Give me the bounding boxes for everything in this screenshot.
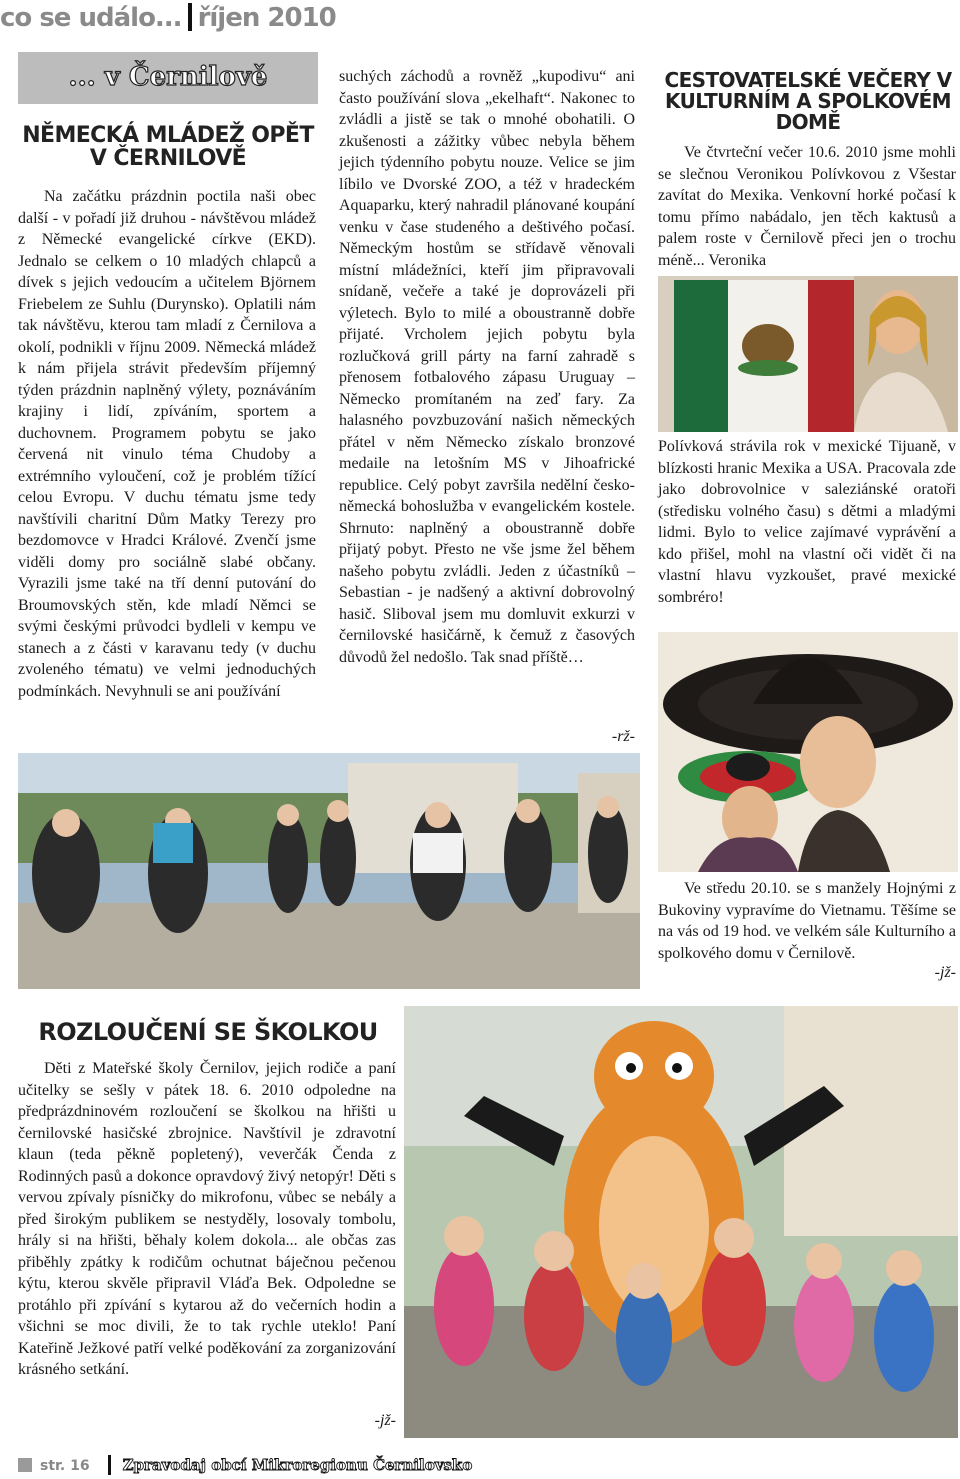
article1-column1-text: Na začátku prázdnin poctila naši obec další - v pořadí již druhou - návštěvou mládež z Německé evangelické církve (EKD). Jednalo se celkem o 10 mladých chlapců a dívek s jejich vedoucím a učitelem Björnem Friebelem ze Suhlu (Durynsko). Oplatili nám tak návštěvu, kterou tam mladí z Černilova a okolí, podnikli v říjnu 2009. Německá mládež k nám přijela strávit především příjemný týden prázdnin naplněný výlety, poznáváním krajiny i lidí, zpíváním, sportem a duchovnem. Programem pobytu se jako červená nit vinulo téma Chudoby a extrémního vyloučení, což je problém tížící celou Evropu. V duchu tématu jsme tedy navštívili charitní Dům Matky Terezy pro bezdomovce v Hradci Králové. Zvenčí jsme viděli domy pro sociálně slabé občany. Vyrazili jsme také na tří denní putování do Broumovských stěn, kde mladí Němci se svými českými průvodci bydleli v kempu ve stanech a z části v karavanu tedy (v duchu zvoleného tématu) ve velmi jednoduchých podmínkách. Nevyhnuli se ani používání [18, 188, 316, 700]
article1-column1 [18, 186, 316, 702]
article1-title [18, 124, 318, 170]
footer-square [18, 1458, 32, 1472]
section-banner-text: ... v Černilově [68, 62, 268, 92]
page-header [0, 0, 420, 36]
article3-signature: -jž- [374, 1412, 396, 1429]
article1-title-line2: V ČERNILOVĚ [89, 146, 247, 172]
article1-signature: -rž- [611, 728, 635, 745]
article2-body [658, 436, 956, 608]
article2-title-line2: KULTURNÍM A SPOLKOVÉM DOMĚ [665, 89, 951, 134]
issue-month: říjen 2010 [197, 3, 336, 33]
page-footer [18, 1452, 518, 1478]
article1-title-line1: NĚMECKÁ MLÁDEŽ OPĚT [22, 123, 314, 148]
article2-title-line1: CESTOVATELSKÉ VEČERY V [664, 68, 952, 92]
article2-para3: Ve středu 20.10. se s manžely Hojnými z Bukoviny vypravíme do Vietnamu. Těšíme se na vás od 19 hod. ve velkém sále Kulturního a spolkového domu v Černilově. [658, 880, 956, 962]
article3-text: Děti z Mateřské školy Černilov, jejich rodiče a paní učitelky se sešly v pátek 18. 6. 2010 odpoledne na předprázdninovém rozloučení se školkou na hřišti u černilovské hasičské zbrojnice. Navštívil je zdravotní klaun (teda pěkně popletený), veverčák Čenda z Rodinných pasů a dokonce opravdový živý netopýr! Děti s vervou zpívaly písničky do mikrofonu, vůbec se nebály a před širokým publikem se nestyděly, losovaly tombolu, hrály si na hřišti, běhaly kolem dokola... ale občas zas přiběhly zpátky k rodičům ochutnat báječnou pečenou kýtu, kterou skvěle připravil Vláďa Bek. Odpoledne se protáhlo při zpívání s kytarou až do večerních hodin a všichni se moc divili, že to tak rychle uteklo! Paní Kateřině Ježkové patří velké poděkování za zorganizování krásného setkání. [18, 1060, 396, 1378]
article2-para1: Ve čtvrteční večer 10.6. 2010 jsme mohli se slečnou Veronikou Polívkovou z Všestar zavítat do Mexika. Venkovní horké počasí k tomu přímo nabádalo, jen těch kaktusů a palem roste v Černilově přeci jen o trochu méně... Veronika [658, 144, 956, 269]
article2-title [658, 70, 958, 133]
article1-column2-text: suchých záchodů a rovněž „kupodivu“ ani často používání slova „ekelhaft“. Nakonec to zvládli a jistě se tak o mnohé obohatili. O zkušenosti a zážitky vůbec nebyla během jejich týdenního pobytu nouze. Velice se jim líbilo ve Dvorské ZOO, a též v hradeckém Aquaparku, který nahradil plánované koupání venku v čase studeného a deštivého počasí. Německým hostům se střídavě věnovali místní mládežníci, kteří jim připravovali snídaně, večeře a také je doprovázeli při výletech. Bylo to milé a oboustranně dobře přijaté. Vrcholem jejich pobytu byla rozlučková grill párty na farní zahradě s přenosem fotbalového zápasu Uruguay – Německo promítaném na zeď fary. Za halasného povzbuzování našich německých přátel v něm Německo získalo bronzové medaile na letošním MS v Jihoafrické republice. Celý pobyt završila nedělní česko-německá bohoslužba v evangelickém kostele. Shrnuto: naplněný a oboustranně dobře přijatý pobyt. Přesto ne vše jsme žel během našeho pobytu zvládli. Jeden z účastníků – Sebastian - je nadšený a aktivní dobrovolný hasič. Sliboval jsem mu domluvit exkurzi v černilovské hasičárně, k čemuž z časových důvodů žel nedošlo. Tak snad příště… [339, 68, 635, 666]
publication-name: Zpravodaj obcí Mikroregionu Černilovsko [122, 1456, 473, 1474]
photo-german-youth [18, 753, 640, 989]
header-separator [188, 3, 192, 31]
article2-para2: Polívková strávila rok v mexické Tijuaně, v blízkosti hranic Mexika a USA. Pracovala zde jako dobrovolnice v saleziánské oratoři (středisku volného času) s dětmi a mladými lidmi. Bylo to velice zajímavé vyprávění a kdo přišel, mohl na vlastní oči vidět či na vlastní hlavu vyzkoušet, pravé mexické sombréro! [658, 438, 956, 606]
photo-kindergarten-mascot [404, 1006, 958, 1438]
article3-title: ROZLOUČENÍ SE ŠKOLKOU [38, 1018, 378, 1046]
photo-sombrero [658, 632, 958, 872]
article1-column2 [339, 66, 635, 668]
article2-signature: -jž- [934, 964, 956, 981]
photo-mexico-flag [658, 276, 958, 432]
page-number: str. 16 [40, 1458, 90, 1474]
article3-body [18, 1058, 396, 1381]
section-banner [18, 52, 318, 104]
article2-invitation [658, 878, 956, 964]
footer-separator [108, 1455, 111, 1475]
article2-intro [658, 142, 956, 271]
section-label: co se událo... [0, 3, 182, 33]
